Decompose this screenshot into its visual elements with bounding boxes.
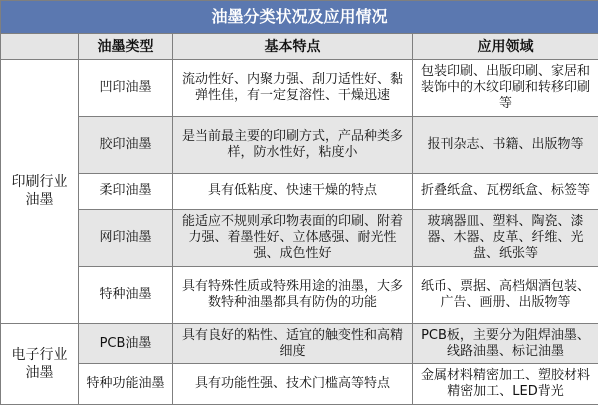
applications-cell: 包装印刷、出版印刷、家居和装饰中的木纹印刷和转移印刷等 xyxy=(413,59,598,116)
features-cell: 流动性好、内聚力强、刮刀适性好、黏弹性佳，有一定复溶性、干燥迅速 xyxy=(173,59,413,116)
ink-type-cell: 特种油墨 xyxy=(79,266,173,323)
table-row xyxy=(1,323,598,364)
applications-cell: 玻璃器皿、塑料、陶瓷、漆器、木器、皮革、纤维、光盘、纸张等 xyxy=(413,210,598,267)
table-row xyxy=(1,173,598,210)
ink-type-cell: 凹印油墨 xyxy=(79,59,173,116)
category-printing-ink: 印刷行业油墨 xyxy=(1,59,79,323)
features-cell: 具有良好的粘性、适宜的触变性和高精细度 xyxy=(173,323,413,364)
header-row xyxy=(1,34,598,59)
ink-type-cell: 柔印油墨 xyxy=(79,173,173,210)
ink-type-cell: 特种功能油墨 xyxy=(79,364,173,405)
category-electronic-ink: 电子行业油墨 xyxy=(1,323,79,404)
features-cell: 具有特殊性质或特殊用途的油墨，大多数特种油墨都具有防伪的功能 xyxy=(173,266,413,323)
features-cell: 具有功能性强、技术门槛高等特点 xyxy=(173,364,413,405)
applications-cell: 报刊杂志、书籍、出版物等 xyxy=(413,116,598,173)
header-category xyxy=(1,34,79,59)
ink-type-cell: 胶印油墨 xyxy=(79,116,173,173)
header-features: 基本特点 xyxy=(173,34,413,59)
ink-type-cell: 网印油墨 xyxy=(79,210,173,267)
table-row xyxy=(1,266,598,323)
features-cell: 具有低粘度、快速干燥的特点 xyxy=(173,173,413,210)
table-title: 油墨分类状况及应用情况 xyxy=(1,1,598,34)
features-cell: 是当前最主要的印刷方式，产品种类多样，防水性好，粘度小 xyxy=(173,116,413,173)
table-row xyxy=(1,59,598,116)
title-row xyxy=(1,1,598,34)
header-applications: 应用领域 xyxy=(413,34,598,59)
applications-cell: 金属材料精密加工、塑胶材料精密加工、LED背光 xyxy=(413,364,598,405)
applications-cell: PCB板，主要分为阻焊油墨、线路油墨、标记油墨 xyxy=(413,323,598,364)
applications-cell: 纸币、票据、高档烟酒包装、广告、画册、出版物等 xyxy=(413,266,598,323)
table-row xyxy=(1,364,598,405)
features-cell: 能适应不规则承印物表面的印刷、附着力强、着墨性好、立体感强、耐光性强、成色性好 xyxy=(173,210,413,267)
ink-type-cell: PCB油墨 xyxy=(79,323,173,364)
header-ink-type: 油墨类型 xyxy=(79,34,173,59)
applications-cell: 折叠纸盒、瓦楞纸盒、标签等 xyxy=(413,173,598,210)
table-row xyxy=(1,116,598,173)
table-row xyxy=(1,210,598,267)
